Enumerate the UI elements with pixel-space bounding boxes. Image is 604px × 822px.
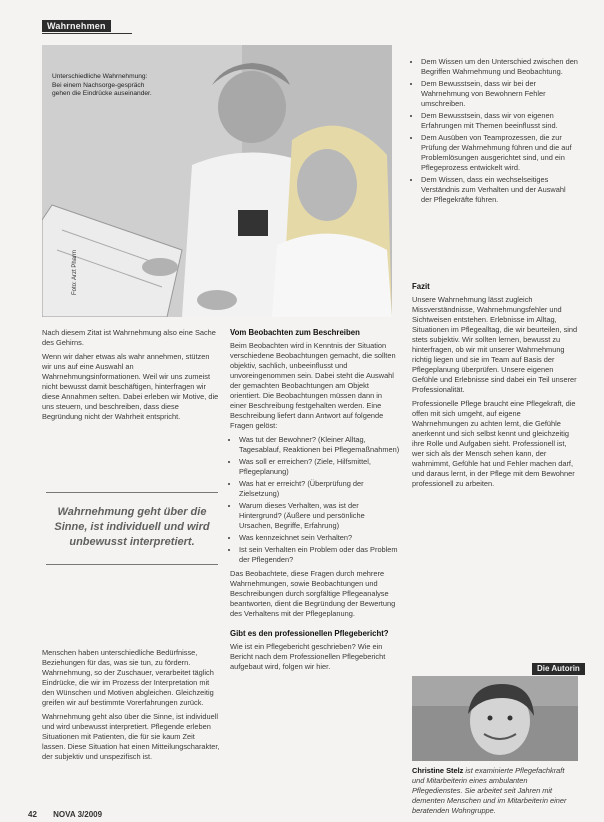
photo-credit: Foto: Arzt Pharm (72, 249, 78, 295)
author-bio (412, 766, 578, 816)
paragraph: Wahrnehmung geht also über die Sinne, ist individuell und wird unbewusst interpretiert. Pflegende erleben Situationen mit Patienten, die für sie kaum Zeit lassen. Diese Situation hat einen Mitteilungscharakter, der subjektiv und unspezifisch ist. (42, 712, 220, 761)
page-number: 42 (28, 810, 37, 819)
list-item: • Ist sein Verhalten ein Problem oder das Problem der Pflegenden? (239, 545, 400, 565)
author-description: ist examinierte Pflegefachkraft und Mitarbeiterin eines ambulanten Pflegedienstes. Sie arbeitet seit Jahren mit dementen Menschen und im Mitarbeiterin einer beratenden Wohngruppe. (412, 766, 567, 815)
article-photo (42, 45, 392, 317)
author-tag: Die Autorin (532, 663, 585, 675)
magazine-issue: NOVA 3/2009 (53, 810, 103, 819)
intro-paragraph: Nach diesem Zitat ist Wahrnehmung also eine Sache des Gehirns. (42, 328, 216, 347)
paragraph: Wenn wir daher etwas als wahr annehmen, stützen wir uns auf eine Auswahl an Wahrnehmungsinformationen. Weil wir uns zumeist nicht bewusst damit beschäftigen, hinterfragen wir diese Annahmen selten. Dabei erleben wir Motive, die uns steuern, und beschreiben, dass diese Begründung nicht der Wahrheit entspricht. (42, 352, 219, 421)
list-item: • Dem Wissen, dass ein wechselseitiges Verständnis zum Verhalten und der Auswahl der Pflegekräfte führen. (421, 175, 578, 205)
list-item: • Warum dieses Verhalten, was ist der Hintergrund? (Äußere und persönliche Ursachen, Begriffe, Erfahrung) (239, 501, 400, 531)
paragraph: Wie ist ein Pflegebericht geschrieben? Wie ein Bericht nach dem Professionellen Pflegebericht aufgebaut wird, folgen wir hier. (230, 642, 386, 671)
page-footer (28, 810, 116, 819)
list-item: • Dem Ausüben von Teamprozessen, die zur Prüfung der Wahrnehmung führen und die auf Problemlösungen ausgerichtet sind, und ein Pflegeprozess entwickelt wird. (421, 133, 578, 173)
subheading: Gibt es den professionellen Pflegebericht? (230, 629, 389, 638)
column-2 (230, 328, 400, 676)
photo-caption: Unterschiedliche Wahrnehmung: Bei einem Nachsorge-gespräch gehen die Eindrücke auseinander. (52, 73, 152, 98)
paragraph: Beim Beobachten wird in Kenntnis der Situation verschiedene Beobachtungen gemacht, die sollten objektiv, sachlich, unbeeinflusst und unvoreingenommen sein. Dabei steht die Auswahl der gemachten Beobachtungen am Objekt orientiert. Die Beobachtungen müssen dann in einer Beschreibung festgehalten werden. Eine Beschreibung liefert dann Antwort auf folgende Fragen gelöst: (230, 341, 396, 430)
list-item: • Was hat er erreicht? (Überprüfung der Zielsetzung) (239, 479, 400, 499)
list-item: • Dem Bewusstsein, dass wir bei der Wahrnehmung von Bewohnern Fehler umschreiben. (421, 79, 578, 109)
column-3 (412, 57, 578, 209)
author-portrait-illustration (412, 676, 578, 761)
column-1-lower (42, 648, 220, 766)
paragraph: Menschen haben unterschiedliche Bedürfnisse, Beziehungen für das, was sie tun, zu fördern. Wahrnehmung, so der Zuschauer, verarbeitet täglich Eindrücke, die wir im Prozess der Interpretation mit den Wünschen und Motiven abgleichen. Gleichzeitig greifen wir auf bestimmte Vorerfahrungen zurück. (42, 648, 214, 707)
subheading: Vom Beobachten zum Beschreiben (230, 328, 360, 337)
paragraph: Unsere Wahrnehmung lässt zugleich Missverständnisse, Wahrnehmungsfehler und Sichtweisen entstehen. Erlebnisse im Alltag, Situationen im Pflegealltag, die wir beurteilen, sind stets subjektiv. Wir sollten lernen, bewusst zu hinterfragen, ob wir mit unserer Wahrnehmung richtig liegen und sie im Team auf Basis der Pflegeplanung überprüfen. Unsere eigenen Gefühle und Erlebnisse sind dabei ein Teil unserer Professionalität. (412, 295, 578, 394)
section-rule (42, 33, 132, 34)
column-1 (42, 328, 220, 426)
paragraph: Professionelle Pflege braucht eine Pflegekraft, die offen mit sich umgeht, auf eigene Wahrnehmungen zu achten lernt, die Gefühle anerkennt und sich selbst kennt und gleichzeitig ihre Rolle und Aufgaben sieht. Professionell ist, wer sich als der Mensch sehen kann, der wahrnimmt, Gefühle hat und Fehler machen darf, und daraus lernt, in der Pflege mit dem Bewohner professionell zu arbeiten. (412, 399, 576, 488)
paragraph: Das Beobachtete, diese Fragen durch mehrere Wahrnehmungen, sowie Beobachtungen und Beschreibungen durch sorgfältige Pflegeanalyse beantworten, dient die Begründung der Bewertung des Verhaltens mit der Pflegeplanung. (230, 569, 396, 618)
list-item: • Was soll er erreichen? (Ziele, Hilfsmittel, Pflegeplanung) (239, 457, 400, 477)
column-3-conclusion (412, 282, 578, 493)
list-item: • Was kennzeichnet sein Verhalten? (239, 533, 400, 543)
author-photo (412, 676, 578, 761)
author-name: Christine Stelz (412, 766, 464, 775)
subheading: Fazit (412, 282, 430, 291)
section-tag: Wahrnehmen (42, 20, 111, 32)
pull-quote: Wahrnehmung geht über die Sinne, ist individuell und wird unbewusst interpretiert. (46, 492, 218, 565)
question-list (230, 435, 400, 565)
list-item: • Dem Wissen um den Unterschied zwischen den Begriffen Wahrnehmung und Beobachtung. (421, 57, 578, 77)
list-item: • Was tut der Bewohner? (Kleiner Alltag, Tagesablauf, Reaktionen bei Pflegemaßnahmen) (239, 435, 400, 455)
list-item: • Dem Bewusstsein, dass wir von eigenen Erfahrungen mit Themen beeinflusst sind. (421, 111, 578, 131)
skills-list (412, 57, 578, 205)
